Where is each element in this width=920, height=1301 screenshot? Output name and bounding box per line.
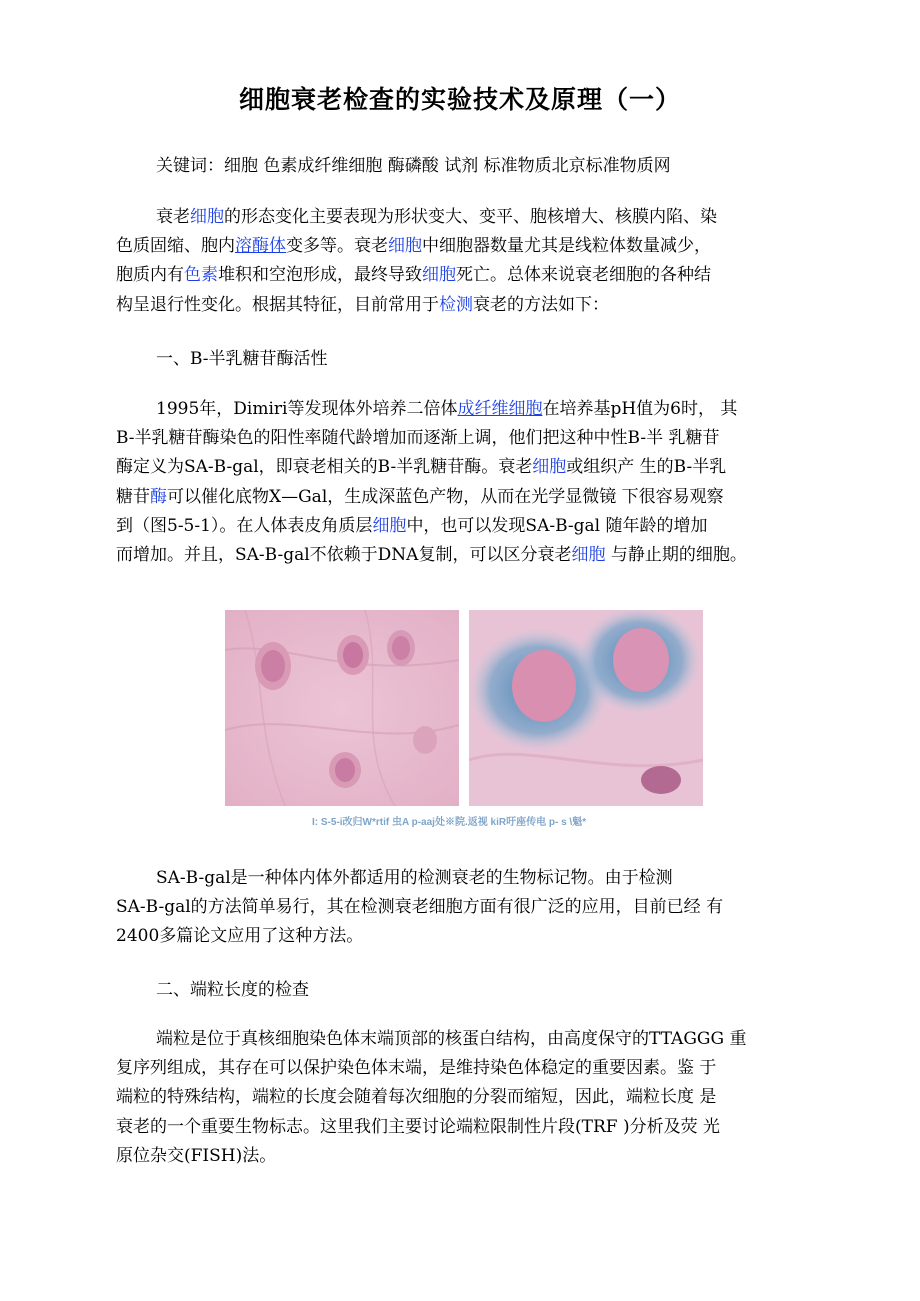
text: 死亡。总体来说衰老细胞的各种结 <box>456 265 711 286</box>
text: 端粒是位于真核细胞染色体末端顶部的核蛋白结构，由高度保守的TTAGGG 重 <box>156 1029 747 1049</box>
text: 端粒的特殊结构，端粒的长度会随着每次细胞的分裂而缩短，因此，端粒长度 是 <box>116 1087 717 1108</box>
link-cell[interactable]: 细胞 <box>388 236 422 257</box>
text: 衰老的方法如下： <box>473 294 609 315</box>
text: 复序列组成，其存在可以保护染色体末端，是维持染色体稳定的重要因素。鉴 于 <box>116 1058 717 1079</box>
figure-caption: I: S-5-i改归W*rtif 虫A p-aaj处※院.返视 kiR吁座传电 p- s \魁* <box>312 817 587 828</box>
text: 2400多篇论文应用了这种方法。 <box>116 926 364 947</box>
keywords-text: 关键词：细胞 色素成纤维细胞 酶磷酸 试剂 标准物质北京标准物质网 <box>156 156 671 176</box>
text: 中，也可以发现SA-B-gal 随年龄的增加 <box>406 515 708 536</box>
text: 构呈退行性变化。根据其特征，目前常用于 <box>116 294 439 315</box>
link-enzyme[interactable]: 酶 <box>150 486 167 507</box>
text: 而增加。并且，SA-B-gal不依赖于DNA复制，可以区分衰老 <box>116 545 572 566</box>
micrograph-senescent-panel <box>469 610 703 806</box>
section-heading-2: 二、端粒长度的检查 <box>156 980 309 1000</box>
text: 色质固缩、胞内 <box>116 236 235 257</box>
text: 变多等。衰老 <box>286 236 388 257</box>
link-detection[interactable]: 检测 <box>439 294 473 315</box>
text: 到（图5-5-1）。在人体表皮角质层 <box>116 515 373 536</box>
micrograph-figure <box>225 610 703 810</box>
control-cells-image <box>225 610 459 806</box>
section-heading-1: 一、B-半乳糖苷酶活性 <box>156 349 328 369</box>
link-cell[interactable]: 细胞 <box>190 207 224 227</box>
text: 酶定义为SA-B-gal，即衰老相关的B-半乳糖苷酶。衰老 <box>116 457 533 478</box>
intro-paragraph <box>116 203 816 320</box>
link-cell[interactable]: 细胞 <box>372 515 407 536</box>
text: 或组织产 生的B-半乳 <box>566 457 727 478</box>
text: 中细胞器数量尤其是线粒体数量减少， <box>422 236 711 257</box>
text: 胞质内有 <box>116 265 184 286</box>
link-pigment[interactable]: 色素 <box>184 265 218 286</box>
section1-paragraph-2 <box>116 864 816 952</box>
text: 衰老 <box>156 207 190 227</box>
text: 的形态变化主要表现为形状变大、变平、胞核增大、核膜内陷、染 <box>224 207 717 227</box>
text: 原位杂交(FISH)法。 <box>116 1145 277 1166</box>
text: 衰老的一个重要生物标志。这里我们主要讨论端粒限制性片段(TRF )分析及荧 光 <box>116 1116 721 1137</box>
keywords-line <box>116 152 816 181</box>
text: 在培养基pH值为6时， 其 <box>542 399 738 419</box>
text: B-半乳糖苷酶染色的阳性率随代龄增加而逐渐上调，他们把这种中性B-半 乳糖苷 <box>116 428 720 449</box>
section1-paragraph-1 <box>116 395 816 570</box>
link-cell[interactable]: 细胞 <box>422 265 456 286</box>
text: 堆积和空泡形成，最终导致 <box>218 265 422 286</box>
link-lysosome[interactable]: 溶酶体 <box>235 236 286 257</box>
senescent-cells-image <box>469 610 703 806</box>
text: 与静止期的细胞。 <box>605 545 747 566</box>
link-cell[interactable]: 细胞 <box>532 457 567 478</box>
section2-paragraph-1 <box>116 1025 816 1171</box>
link-cell[interactable]: 细胞 <box>571 545 606 566</box>
micrograph-control-panel <box>225 610 459 806</box>
text: SA-B-gal是一种体内体外都适用的检测衰老的生物标记物。由于检测 <box>156 868 673 888</box>
document-title: 细胞衰老检查的实验技术及原理（一） <box>238 85 681 114</box>
link-fibroblast[interactable]: 成纤维细胞 <box>457 399 543 419</box>
text: 1995年，Dimiri等发现体外培养二倍体 <box>156 399 458 419</box>
text: 可以催化底物X—Gal，生成深蓝色产物，从而在光学显微镜 下很容易观察 <box>167 486 724 507</box>
text: 糖苷 <box>116 486 150 507</box>
text: SA-B-gal的方法简单易行，其在检测衰老细胞方面有很广泛的应用，目前已经 有 <box>116 897 724 918</box>
